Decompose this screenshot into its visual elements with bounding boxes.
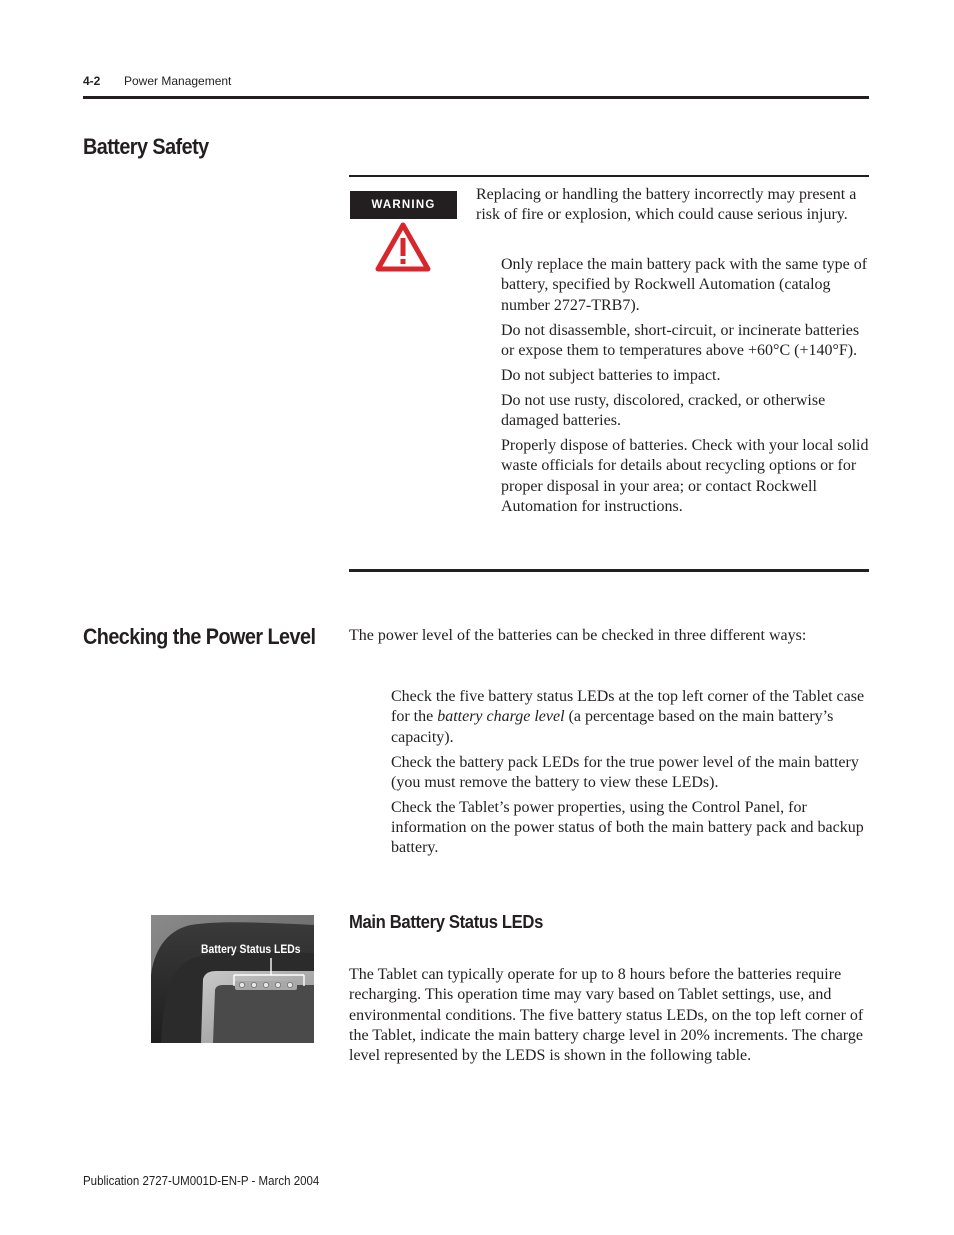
power-check-list bbox=[391, 687, 871, 863]
chapter-title: Power Management bbox=[124, 74, 232, 88]
header-rule bbox=[83, 96, 869, 99]
warning-item: Do not disassemble, short-circuit, or incinerate batteries or expose them to temperatures above +60°C (+140°F). bbox=[501, 321, 860, 359]
main-battery-leds-heading: Main Battery Status LEDs bbox=[349, 911, 543, 932]
power-level-heading: Checking the Power Level bbox=[83, 624, 316, 649]
battery-charge-level-term: battery charge level bbox=[437, 708, 565, 726]
main-battery-leds-paragraph: The Tablet can typically operate for up to 8 hours before the batteries require recharging. This operation time may vary based on Tablet settings, use, and environmental conditions. The five battery status LEDs, on the top left corner of the Tablet, indicate the main battery charge level in 20% increments. The charge level represented by the LEDS is shown in the following table. bbox=[349, 966, 864, 1065]
power-check-item: Check the Tablet’s power properties, using the Control Panel, for information on the power status of both the main battery pack and backup battery. bbox=[391, 798, 864, 857]
warning-top-rule bbox=[349, 175, 869, 177]
warning-text: Replacing or handling the battery incorrectly may present a risk of fire or explosion, which could cause serious injury. bbox=[476, 186, 857, 224]
warning-item: Do not subject batteries to impact. bbox=[501, 366, 721, 384]
tablet-corner-illustration bbox=[151, 915, 314, 1043]
battery-safety-heading: Battery Safety bbox=[83, 134, 209, 159]
warning-bottom-rule bbox=[349, 569, 869, 572]
publication-footer: Publication 2727-UM001D-EN-P - March 2004 bbox=[83, 1174, 320, 1188]
warning-item: Do not use rusty, discolored, cracked, or otherwise damaged batteries. bbox=[501, 391, 826, 430]
warning-triangle-icon bbox=[375, 222, 431, 272]
warning-item: Properly dispose of batteries. Check with your local solid waste officials for details about recycling options or for proper disposal in your area; or contact Rockwell Automation for instructions. bbox=[501, 437, 869, 516]
photo-label: Battery Status LEDs bbox=[201, 944, 301, 956]
warning-label: WARNING bbox=[350, 191, 457, 219]
page-number: 4-2 bbox=[83, 74, 101, 88]
warning-item: Only replace the main battery pack with the same type of battery, specified by Rockwell Automation (catalog number 2727-TRB7). bbox=[501, 256, 868, 314]
power-level-intro: The power level of the batteries can be checked in three different ways: bbox=[349, 627, 807, 644]
warning-items bbox=[501, 255, 871, 522]
tablet-leds-photo bbox=[151, 915, 314, 1043]
power-check-item: Check the five battery status LEDs at the top left corner of the Tablet case for the battery charge level (a percentage based on the main battery’s capacity). bbox=[391, 688, 865, 746]
power-check-item: Check the battery pack LEDs for the true power level of the main battery (you must remove the battery to view these LEDs). bbox=[391, 753, 859, 791]
